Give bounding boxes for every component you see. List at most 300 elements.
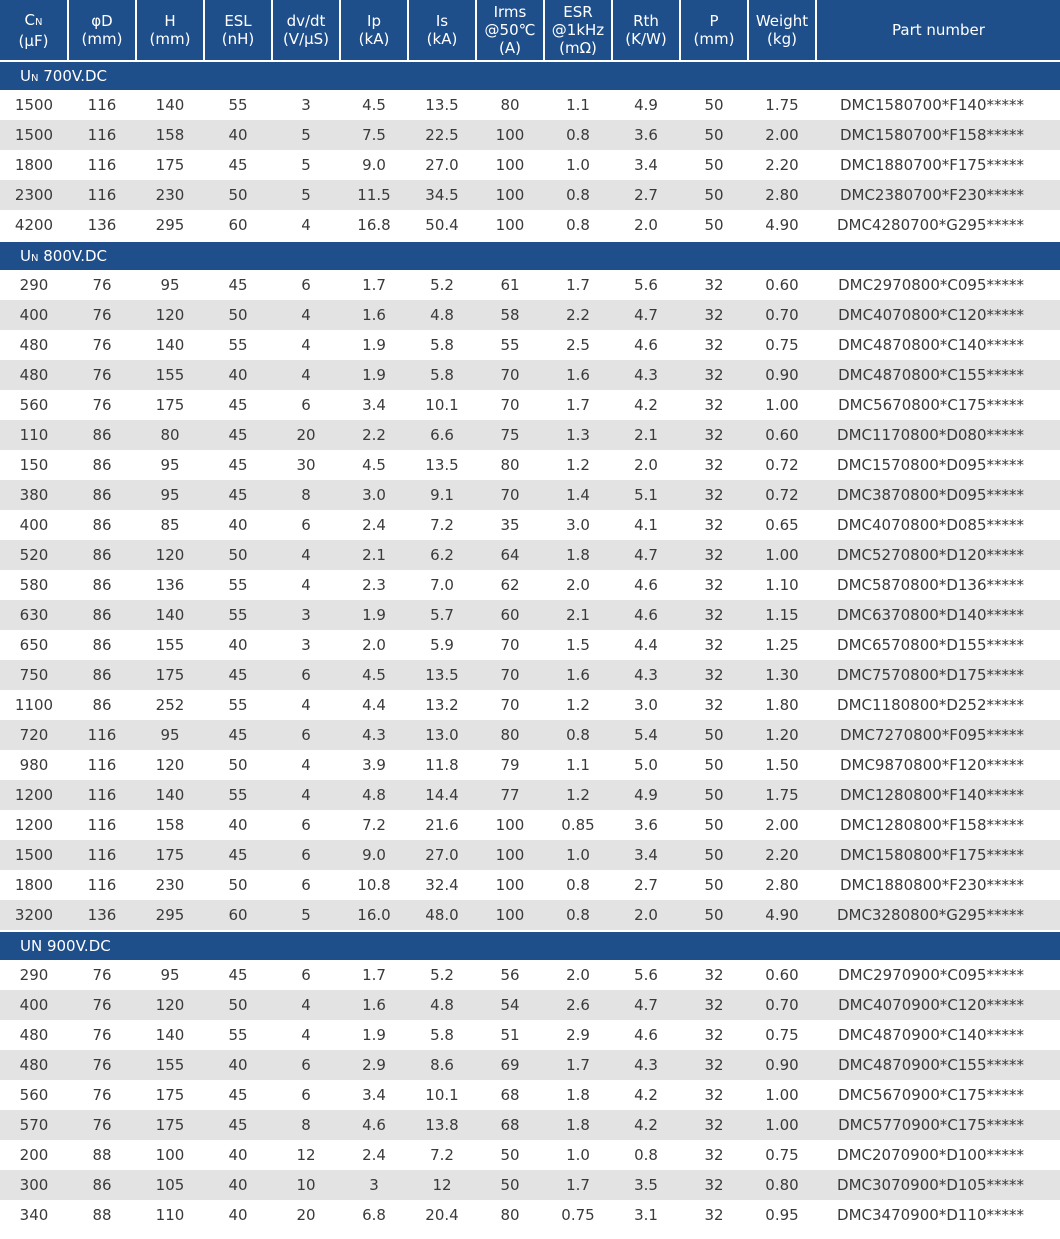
table-cell: 0.8: [544, 210, 612, 241]
table-cell: 50: [680, 780, 748, 810]
table-cell: 0.8: [544, 870, 612, 900]
table-cell: 86: [68, 1170, 136, 1200]
table-cell: 9.0: [340, 840, 408, 870]
table-cell: 2.4: [340, 1140, 408, 1170]
table-cell: 4.90: [748, 210, 816, 241]
table-cell: 2.6: [544, 990, 612, 1020]
table-cell: 76: [68, 1080, 136, 1110]
table-cell: 45: [204, 150, 272, 180]
table-cell: 6: [272, 1080, 340, 1110]
table-cell: 62: [476, 570, 544, 600]
part-number-cell: DMC1570800*D095*****: [816, 450, 1060, 480]
column-header-line: [613, 30, 679, 48]
table-cell: 32: [680, 420, 748, 450]
table-cell: 12: [408, 1170, 476, 1200]
table-cell: 13.2: [408, 690, 476, 720]
table-cell: 3.6: [612, 120, 680, 150]
table-cell: 79: [476, 750, 544, 780]
table-cell: 480: [0, 1020, 68, 1050]
table-cell: 140: [136, 780, 204, 810]
table-cell: 480: [0, 330, 68, 360]
table-cell: 32: [680, 330, 748, 360]
part-number-cell: DMC1180800*D252*****: [816, 690, 1060, 720]
table-row: [0, 630, 1060, 660]
table-cell: 76: [68, 1110, 136, 1140]
table-cell: 100: [476, 120, 544, 150]
part-number-cell: DMC5870800*D136*****: [816, 570, 1060, 600]
column-header: [340, 0, 408, 61]
table-row: [0, 450, 1060, 480]
table-row: [0, 1200, 1060, 1230]
table-cell: 3: [340, 1170, 408, 1200]
part-number-cell: DMC1170800*D080*****: [816, 420, 1060, 450]
voltage-rating: 800V.DC: [38, 247, 107, 265]
table-cell: 76: [68, 330, 136, 360]
table-cell: 75: [476, 420, 544, 450]
table-cell: 95: [136, 720, 204, 750]
table-cell: 14.4: [408, 780, 476, 810]
column-header-line: [0, 32, 67, 50]
table-cell: 1.8: [544, 1110, 612, 1140]
table-cell: 5.6: [612, 960, 680, 990]
table-cell: 50: [680, 120, 748, 150]
table-cell: 100: [476, 210, 544, 241]
table-cell: 76: [68, 960, 136, 990]
table-cell: 8.6: [408, 1050, 476, 1080]
table-cell: 4.9: [612, 90, 680, 120]
table-cell: 720: [0, 720, 68, 750]
table-cell: 136: [68, 210, 136, 241]
column-header-text: (mm): [693, 30, 735, 48]
table-cell: 380: [0, 480, 68, 510]
table-cell: 300: [0, 1170, 68, 1200]
part-number-cell: DMC4280700*G295*****: [816, 210, 1060, 241]
table-cell: 76: [68, 360, 136, 390]
table-row: [0, 300, 1060, 330]
table-cell: 32: [680, 990, 748, 1020]
table-cell: 1.3: [544, 420, 612, 450]
part-number-cell: DMC4070900*C120*****: [816, 990, 1060, 1020]
part-number-cell: DMC2970800*C095*****: [816, 270, 1060, 300]
table-cell: 55: [204, 570, 272, 600]
table-cell: 1800: [0, 870, 68, 900]
table-cell: 70: [476, 660, 544, 690]
part-number-cell: DMC1880800*F230*****: [816, 870, 1060, 900]
table-cell: 2.0: [544, 960, 612, 990]
column-header: [0, 0, 68, 61]
table-cell: 1.0: [544, 840, 612, 870]
voltage-group-row: [0, 241, 1060, 270]
table-cell: 2.1: [340, 540, 408, 570]
table-cell: 86: [68, 540, 136, 570]
table-cell: 116: [68, 870, 136, 900]
table-cell: 2.00: [748, 120, 816, 150]
table-cell: 1.9: [340, 360, 408, 390]
part-number-cell: DMC1580700*F158*****: [816, 120, 1060, 150]
table-cell: 5.8: [408, 360, 476, 390]
column-header-text: Part number: [892, 21, 985, 39]
table-cell: 50: [476, 1170, 544, 1200]
table-cell: 2.2: [340, 420, 408, 450]
table-cell: 2.0: [612, 450, 680, 480]
column-header-text: (µF): [18, 31, 49, 50]
table-cell: 4200: [0, 210, 68, 241]
column-header-text: (kA): [358, 30, 390, 48]
table-cell: 290: [0, 960, 68, 990]
table-cell: 7.2: [408, 510, 476, 540]
table-cell: 80: [136, 420, 204, 450]
table-row: [0, 600, 1060, 630]
part-number-cell: DMC9870800*F120*****: [816, 750, 1060, 780]
table-cell: 50: [680, 180, 748, 210]
table-cell: 1.1: [544, 750, 612, 780]
table-cell: 3.4: [340, 1080, 408, 1110]
part-number-cell: DMC1580700*F140*****: [816, 90, 1060, 120]
table-cell: 100: [476, 870, 544, 900]
table-cell: 4.9: [612, 780, 680, 810]
column-header-text: ESL: [224, 12, 252, 30]
table-cell: 1.7: [340, 270, 408, 300]
table-cell: 4.6: [612, 600, 680, 630]
table-cell: 1.20: [748, 720, 816, 750]
table-row: [0, 1170, 1060, 1200]
table-cell: 2.0: [544, 570, 612, 600]
table-cell: 40: [204, 1170, 272, 1200]
column-header-text: dv/dt: [286, 12, 326, 30]
table-cell: 1.6: [340, 990, 408, 1020]
table-cell: 2.3: [340, 570, 408, 600]
table-row: [0, 780, 1060, 810]
table-cell: 4.5: [340, 450, 408, 480]
column-header-line: [137, 12, 203, 30]
table-cell: 0.70: [748, 990, 816, 1020]
table-cell: 105: [136, 1170, 204, 1200]
table-cell: 6: [272, 270, 340, 300]
table-cell: 1.4: [544, 480, 612, 510]
table-cell: 1500: [0, 840, 68, 870]
part-number-cell: DMC5270800*D120*****: [816, 540, 1060, 570]
table-cell: 3.0: [340, 480, 408, 510]
table-cell: 5: [272, 180, 340, 210]
column-header-line: [69, 12, 135, 30]
table-cell: 50: [680, 810, 748, 840]
column-header-subscript: N: [35, 16, 43, 28]
table-cell: 6: [272, 840, 340, 870]
table-cell: 86: [68, 630, 136, 660]
table-cell: 100: [476, 180, 544, 210]
table-cell: 1.00: [748, 390, 816, 420]
table-cell: 50: [204, 870, 272, 900]
table-cell: 7.2: [408, 1140, 476, 1170]
table-cell: 50: [680, 750, 748, 780]
table-cell: 11.8: [408, 750, 476, 780]
table-row: [0, 90, 1060, 120]
table-cell: 4.3: [612, 660, 680, 690]
table-cell: 50: [680, 90, 748, 120]
table-cell: 1.75: [748, 90, 816, 120]
table-cell: 295: [136, 210, 204, 241]
part-number-cell: DMC1280800*F158*****: [816, 810, 1060, 840]
table-row: [0, 180, 1060, 210]
table-cell: 32: [680, 450, 748, 480]
table-cell: 0.8: [612, 1140, 680, 1170]
table-cell: 85: [136, 510, 204, 540]
part-number-cell: DMC4870900*C155*****: [816, 1050, 1060, 1080]
table-cell: 2.9: [340, 1050, 408, 1080]
table-cell: 175: [136, 660, 204, 690]
table-cell: 4: [272, 570, 340, 600]
table-row: [0, 690, 1060, 720]
column-header-line: [545, 3, 611, 21]
table-cell: 55: [204, 1020, 272, 1050]
table-cell: 50: [476, 1140, 544, 1170]
table-cell: 1.7: [544, 1050, 612, 1080]
part-number-cell: DMC3470900*D110*****: [816, 1200, 1060, 1230]
table-cell: 1.15: [748, 600, 816, 630]
column-header: [748, 0, 816, 61]
table-cell: 100: [476, 150, 544, 180]
table-cell: 4: [272, 750, 340, 780]
table-cell: 13.5: [408, 660, 476, 690]
table-row: [0, 990, 1060, 1020]
table-cell: 0.80: [748, 1170, 816, 1200]
table-cell: 0.90: [748, 360, 816, 390]
part-number-cell: DMC1280800*F140*****: [816, 780, 1060, 810]
table-cell: 136: [68, 900, 136, 931]
table-cell: 100: [136, 1140, 204, 1170]
table-cell: 5.9: [408, 630, 476, 660]
table-cell: 116: [68, 780, 136, 810]
table-cell: 580: [0, 570, 68, 600]
table-cell: 290: [0, 270, 68, 300]
table-cell: 570: [0, 1110, 68, 1140]
table-cell: 2.7: [612, 180, 680, 210]
voltage-group-label: [0, 241, 1060, 270]
part-number-cell: DMC1580800*F175*****: [816, 840, 1060, 870]
part-number-cell: DMC4070800*C120*****: [816, 300, 1060, 330]
table-cell: 0.75: [748, 1020, 816, 1050]
part-number-cell: DMC4070800*D085*****: [816, 510, 1060, 540]
table-cell: 6: [272, 660, 340, 690]
voltage-symbol-subscript: N: [30, 253, 39, 264]
table-cell: 3200: [0, 900, 68, 931]
table-cell: 80: [476, 1200, 544, 1230]
table-cell: 116: [68, 720, 136, 750]
column-header: [816, 0, 1060, 61]
column-header-text: Ip: [367, 12, 381, 30]
column-header-line: [273, 12, 339, 30]
table-cell: 5.6: [612, 270, 680, 300]
table-cell: 95: [136, 450, 204, 480]
table-cell: 6.2: [408, 540, 476, 570]
table-cell: 51: [476, 1020, 544, 1050]
table-cell: 6: [272, 720, 340, 750]
column-header-line: [545, 39, 611, 57]
column-header-text: (nH): [221, 30, 255, 48]
table-cell: 32: [680, 1020, 748, 1050]
table-cell: 55: [204, 690, 272, 720]
table-cell: 60: [476, 600, 544, 630]
table-cell: 4.6: [340, 1110, 408, 1140]
table-cell: 54: [476, 990, 544, 1020]
table-cell: 32: [680, 570, 748, 600]
table-cell: 1.80: [748, 690, 816, 720]
table-cell: 40: [204, 360, 272, 390]
table-cell: 140: [136, 330, 204, 360]
table-cell: 1500: [0, 120, 68, 150]
table-cell: 88: [68, 1140, 136, 1170]
table-cell: 86: [68, 600, 136, 630]
table-cell: 40: [204, 1140, 272, 1170]
table-cell: 64: [476, 540, 544, 570]
table-cell: 80: [476, 720, 544, 750]
table-cell: 55: [204, 90, 272, 120]
table-cell: 4.2: [612, 1080, 680, 1110]
table-cell: 4.3: [340, 720, 408, 750]
table-cell: 560: [0, 390, 68, 420]
table-cell: 4.3: [612, 1050, 680, 1080]
table-cell: 5: [272, 120, 340, 150]
table-row: [0, 150, 1060, 180]
voltage-rating: 900V.DC: [42, 937, 111, 955]
table-cell: 50: [204, 750, 272, 780]
column-header: [408, 0, 476, 61]
table-cell: 400: [0, 990, 68, 1020]
column-header-text: P: [709, 12, 719, 30]
table-cell: 32: [680, 390, 748, 420]
part-number-cell: DMC4870800*C140*****: [816, 330, 1060, 360]
table-cell: 1.7: [544, 270, 612, 300]
table-cell: 40: [204, 1050, 272, 1080]
table-cell: 50: [204, 300, 272, 330]
table-cell: 116: [68, 810, 136, 840]
table-cell: 13.0: [408, 720, 476, 750]
column-header-text: (K/W): [625, 30, 667, 48]
table-cell: 7.0: [408, 570, 476, 600]
table-cell: 1.75: [748, 780, 816, 810]
table-cell: 0.60: [748, 420, 816, 450]
table-cell: 175: [136, 840, 204, 870]
table-cell: 40: [204, 1200, 272, 1230]
table-row: [0, 1050, 1060, 1080]
table-cell: 116: [68, 750, 136, 780]
table-cell: 6: [272, 870, 340, 900]
table-cell: 45: [204, 1110, 272, 1140]
column-header-line: [749, 12, 815, 30]
table-cell: 70: [476, 390, 544, 420]
table-cell: 70: [476, 630, 544, 660]
table-cell: 60: [204, 210, 272, 241]
table-cell: 69: [476, 1050, 544, 1080]
table-cell: 8: [272, 480, 340, 510]
table-cell: 5: [272, 150, 340, 180]
table-cell: 50.4: [408, 210, 476, 241]
table-cell: 32: [680, 540, 748, 570]
table-cell: 4.6: [612, 1020, 680, 1050]
table-cell: 120: [136, 990, 204, 1020]
table-row: [0, 120, 1060, 150]
table-cell: 32: [680, 1140, 748, 1170]
table-cell: 116: [68, 120, 136, 150]
table-cell: 175: [136, 1110, 204, 1140]
table-cell: 155: [136, 630, 204, 660]
part-number-cell: DMC1880700*F175*****: [816, 150, 1060, 180]
voltage-symbol: U: [20, 247, 31, 265]
table-cell: 120: [136, 750, 204, 780]
table-cell: 400: [0, 300, 68, 330]
table-cell: 32: [680, 660, 748, 690]
table-cell: 480: [0, 360, 68, 390]
table-cell: 1.9: [340, 330, 408, 360]
table-cell: 5.1: [612, 480, 680, 510]
table-cell: 10.1: [408, 390, 476, 420]
table-cell: 116: [68, 180, 136, 210]
column-header-text: Rth: [633, 12, 659, 30]
table-row: [0, 570, 1060, 600]
table-cell: 6: [272, 810, 340, 840]
table-cell: 32: [680, 600, 748, 630]
column-header-text: Weight: [755, 12, 809, 30]
table-cell: 5.2: [408, 960, 476, 990]
table-cell: 13.5: [408, 90, 476, 120]
table-cell: 32: [680, 1200, 748, 1230]
table-cell: 50: [680, 870, 748, 900]
table-cell: 3: [272, 630, 340, 660]
table-cell: 4.6: [612, 570, 680, 600]
table-cell: 61: [476, 270, 544, 300]
table-cell: 50: [680, 900, 748, 931]
table-cell: 0.75: [544, 1200, 612, 1230]
table-cell: 1800: [0, 150, 68, 180]
table-cell: 45: [204, 390, 272, 420]
column-header-text: (V/µS): [282, 30, 330, 48]
table-cell: 7.5: [340, 120, 408, 150]
table-cell: 150: [0, 450, 68, 480]
column-header-text: ESR: [563, 3, 593, 21]
column-header-text: @1kHz: [551, 21, 605, 39]
table-cell: 76: [68, 300, 136, 330]
table-cell: 4.2: [612, 390, 680, 420]
table-cell: 32: [680, 1050, 748, 1080]
table-cell: 40: [204, 630, 272, 660]
table-cell: 4.5: [340, 90, 408, 120]
column-header: [612, 0, 680, 61]
table-cell: 2.00: [748, 810, 816, 840]
table-cell: 295: [136, 900, 204, 931]
column-header-line: [681, 30, 747, 48]
table-cell: 9.1: [408, 480, 476, 510]
table-cell: 136: [136, 570, 204, 600]
table-cell: 68: [476, 1080, 544, 1110]
table-row: [0, 840, 1060, 870]
table-cell: 4: [272, 540, 340, 570]
voltage-group-row: [0, 931, 1060, 960]
part-number-cell: DMC2380700*F230*****: [816, 180, 1060, 210]
table-cell: 630: [0, 600, 68, 630]
table-cell: 3.0: [544, 510, 612, 540]
table-cell: 32: [680, 1110, 748, 1140]
table-cell: 140: [136, 1020, 204, 1050]
table-cell: 1.8: [544, 540, 612, 570]
table-cell: 3.0: [612, 690, 680, 720]
table-cell: 1.2: [544, 780, 612, 810]
table-cell: 2.1: [544, 600, 612, 630]
table-cell: 1.30: [748, 660, 816, 690]
table-cell: 4.4: [340, 690, 408, 720]
column-header-text: @50℃: [484, 21, 536, 39]
table-row: [0, 1140, 1060, 1170]
table-cell: 0.75: [748, 1140, 816, 1170]
